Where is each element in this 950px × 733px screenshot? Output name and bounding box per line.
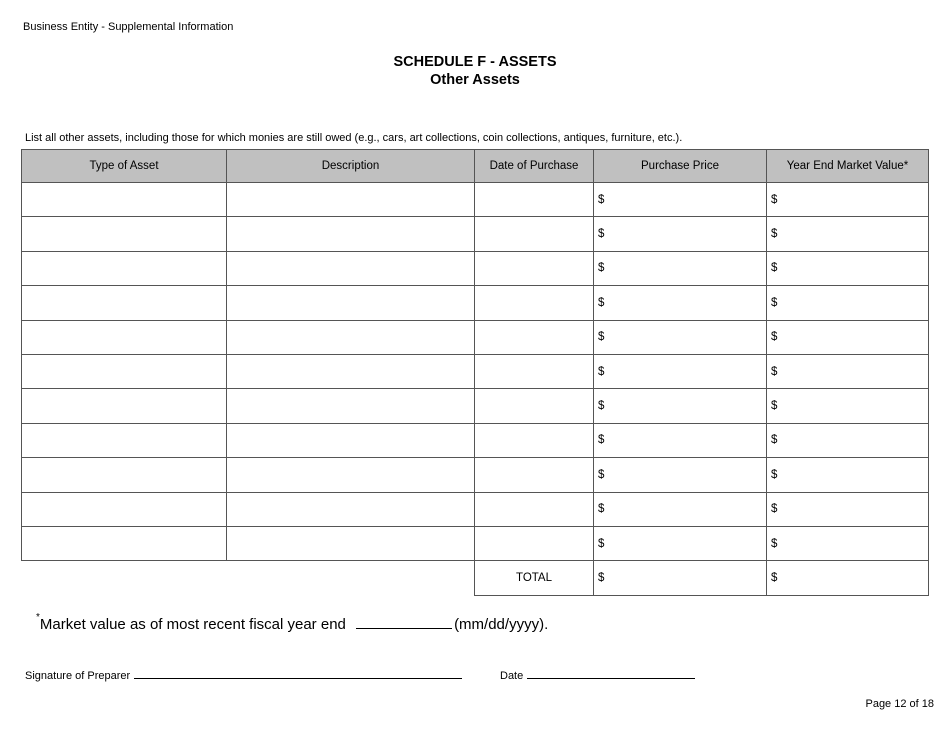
description-field[interactable]: [227, 423, 475, 457]
description-field[interactable]: [227, 320, 475, 354]
table-row: [22, 354, 929, 388]
table-header-row: [22, 150, 929, 183]
market-value-field[interactable]: [767, 320, 929, 354]
date-of-purchase-field[interactable]: [475, 389, 594, 423]
description-field[interactable]: [227, 389, 475, 423]
assets-table: [21, 149, 929, 596]
schedule-subtitle: Other Assets: [430, 72, 520, 88]
table-row: [22, 183, 929, 217]
currency-symbol: $: [771, 193, 778, 206]
purchase-price-field[interactable]: [594, 217, 767, 251]
column-header-purchase-price: Purchase Price: [594, 150, 767, 183]
instructions-text: List all other assets, including those for which monies are still owed (e.g., cars, art collections, coin collections, antiques, furniture, etc.).: [25, 132, 683, 144]
total-row: [22, 561, 929, 595]
schedule-title: SCHEDULE F - ASSETS: [393, 54, 557, 70]
currency-symbol: $: [598, 400, 605, 413]
type-of-asset-field[interactable]: [22, 183, 227, 217]
type-of-asset-field[interactable]: [22, 423, 227, 457]
currency-symbol: $: [598, 365, 605, 378]
signature-field[interactable]: [134, 666, 462, 679]
type-of-asset-field[interactable]: [22, 217, 227, 251]
currency-symbol: $: [598, 296, 605, 309]
date-field[interactable]: [527, 666, 695, 679]
purchase-price-field[interactable]: [594, 183, 767, 217]
type-of-asset-field[interactable]: [22, 458, 227, 492]
type-of-asset-field[interactable]: [22, 492, 227, 526]
currency-symbol: $: [771, 468, 778, 481]
signature-block: [25, 666, 462, 682]
date-of-purchase-field[interactable]: [475, 286, 594, 320]
type-of-asset-field[interactable]: [22, 354, 227, 388]
footnote-marker: *: [36, 612, 40, 623]
date-label: Date: [500, 670, 524, 682]
description-field[interactable]: [227, 251, 475, 285]
purchase-price-field[interactable]: [594, 458, 767, 492]
column-header-year-end-market-value: Year End Market Value*: [767, 150, 929, 183]
purchase-price-field[interactable]: [594, 492, 767, 526]
date-of-purchase-field[interactable]: [475, 320, 594, 354]
description-field[interactable]: [227, 286, 475, 320]
currency-symbol: $: [598, 434, 605, 447]
purchase-price-field[interactable]: [594, 354, 767, 388]
purchase-price-field[interactable]: [594, 526, 767, 560]
currency-symbol: $: [598, 571, 605, 584]
type-of-asset-field[interactable]: [22, 286, 227, 320]
currency-symbol: $: [598, 503, 605, 516]
date-of-purchase-field[interactable]: [475, 526, 594, 560]
market-value-field[interactable]: [767, 286, 929, 320]
currency-symbol: $: [771, 434, 778, 447]
purchase-price-field[interactable]: [594, 286, 767, 320]
currency-symbol: $: [771, 571, 778, 584]
market-value-field[interactable]: [767, 458, 929, 492]
market-value-field[interactable]: [767, 423, 929, 457]
column-header-description: Description: [227, 150, 475, 183]
fiscal-year-end-date-field[interactable]: [356, 614, 452, 629]
signature-label: Signature of Preparer: [25, 670, 131, 682]
type-of-asset-field[interactable]: [22, 526, 227, 560]
purchase-price-field[interactable]: [594, 389, 767, 423]
schedule-title-block: [0, 53, 950, 89]
date-of-purchase-field[interactable]: [475, 251, 594, 285]
footnote-text: Market value as of most recent fiscal year end: [39, 616, 346, 633]
table-row: [22, 217, 929, 251]
table-row: [22, 492, 929, 526]
description-field[interactable]: [227, 492, 475, 526]
currency-symbol: $: [598, 193, 605, 206]
currency-symbol: $: [598, 537, 605, 550]
currency-symbol: $: [771, 503, 778, 516]
market-value-field[interactable]: [767, 492, 929, 526]
total-label: TOTAL: [475, 561, 594, 595]
market-value-field[interactable]: [767, 183, 929, 217]
currency-symbol: $: [598, 468, 605, 481]
total-purchase-price-field[interactable]: [594, 561, 767, 595]
table-row: [22, 458, 929, 492]
purchase-price-field[interactable]: [594, 251, 767, 285]
market-value-field[interactable]: [767, 389, 929, 423]
date-of-purchase-field[interactable]: [475, 492, 594, 526]
column-header-type-of-asset: Type of Asset: [22, 150, 227, 183]
date-of-purchase-field[interactable]: [475, 423, 594, 457]
date-of-purchase-field[interactable]: [475, 458, 594, 492]
currency-symbol: $: [771, 228, 778, 241]
date-of-purchase-field[interactable]: [475, 183, 594, 217]
description-field[interactable]: [227, 526, 475, 560]
document-header-title: Business Entity - Supplemental Information: [23, 21, 234, 33]
description-field[interactable]: [227, 458, 475, 492]
currency-symbol: $: [598, 228, 605, 241]
currency-symbol: $: [771, 296, 778, 309]
market-value-field[interactable]: [767, 526, 929, 560]
currency-symbol: $: [771, 400, 778, 413]
date-of-purchase-field[interactable]: [475, 217, 594, 251]
table-row: [22, 389, 929, 423]
table-row: [22, 526, 929, 560]
type-of-asset-field[interactable]: [22, 389, 227, 423]
currency-symbol: $: [771, 262, 778, 275]
page-number: Page 12 of 18: [865, 698, 934, 710]
table-row: [22, 320, 929, 354]
type-of-asset-field[interactable]: [22, 251, 227, 285]
total-market-value-field[interactable]: [767, 561, 929, 595]
total-row-spacer: [22, 561, 475, 595]
market-value-field[interactable]: [767, 251, 929, 285]
description-field[interactable]: [227, 183, 475, 217]
table-row: [22, 251, 929, 285]
table-row: [22, 286, 929, 320]
currency-symbol: $: [771, 365, 778, 378]
purchase-price-field[interactable]: [594, 320, 767, 354]
column-header-date-of-purchase: Date of Purchase: [475, 150, 594, 183]
asset-rows: [22, 183, 929, 561]
currency-symbol: $: [598, 331, 605, 344]
date-format-hint: (mm/dd/yyyy).: [454, 616, 549, 633]
currency-symbol: $: [771, 537, 778, 550]
table-row: [22, 423, 929, 457]
date-of-purchase-field[interactable]: [475, 354, 594, 388]
type-of-asset-field[interactable]: [22, 320, 227, 354]
market-value-field[interactable]: [767, 217, 929, 251]
description-field[interactable]: [227, 217, 475, 251]
purchase-price-field[interactable]: [594, 423, 767, 457]
currency-symbol: $: [771, 331, 778, 344]
currency-symbol: $: [598, 262, 605, 275]
market-value-footnote: [36, 614, 548, 633]
description-field[interactable]: [227, 354, 475, 388]
date-block: [500, 666, 695, 682]
market-value-field[interactable]: [767, 354, 929, 388]
